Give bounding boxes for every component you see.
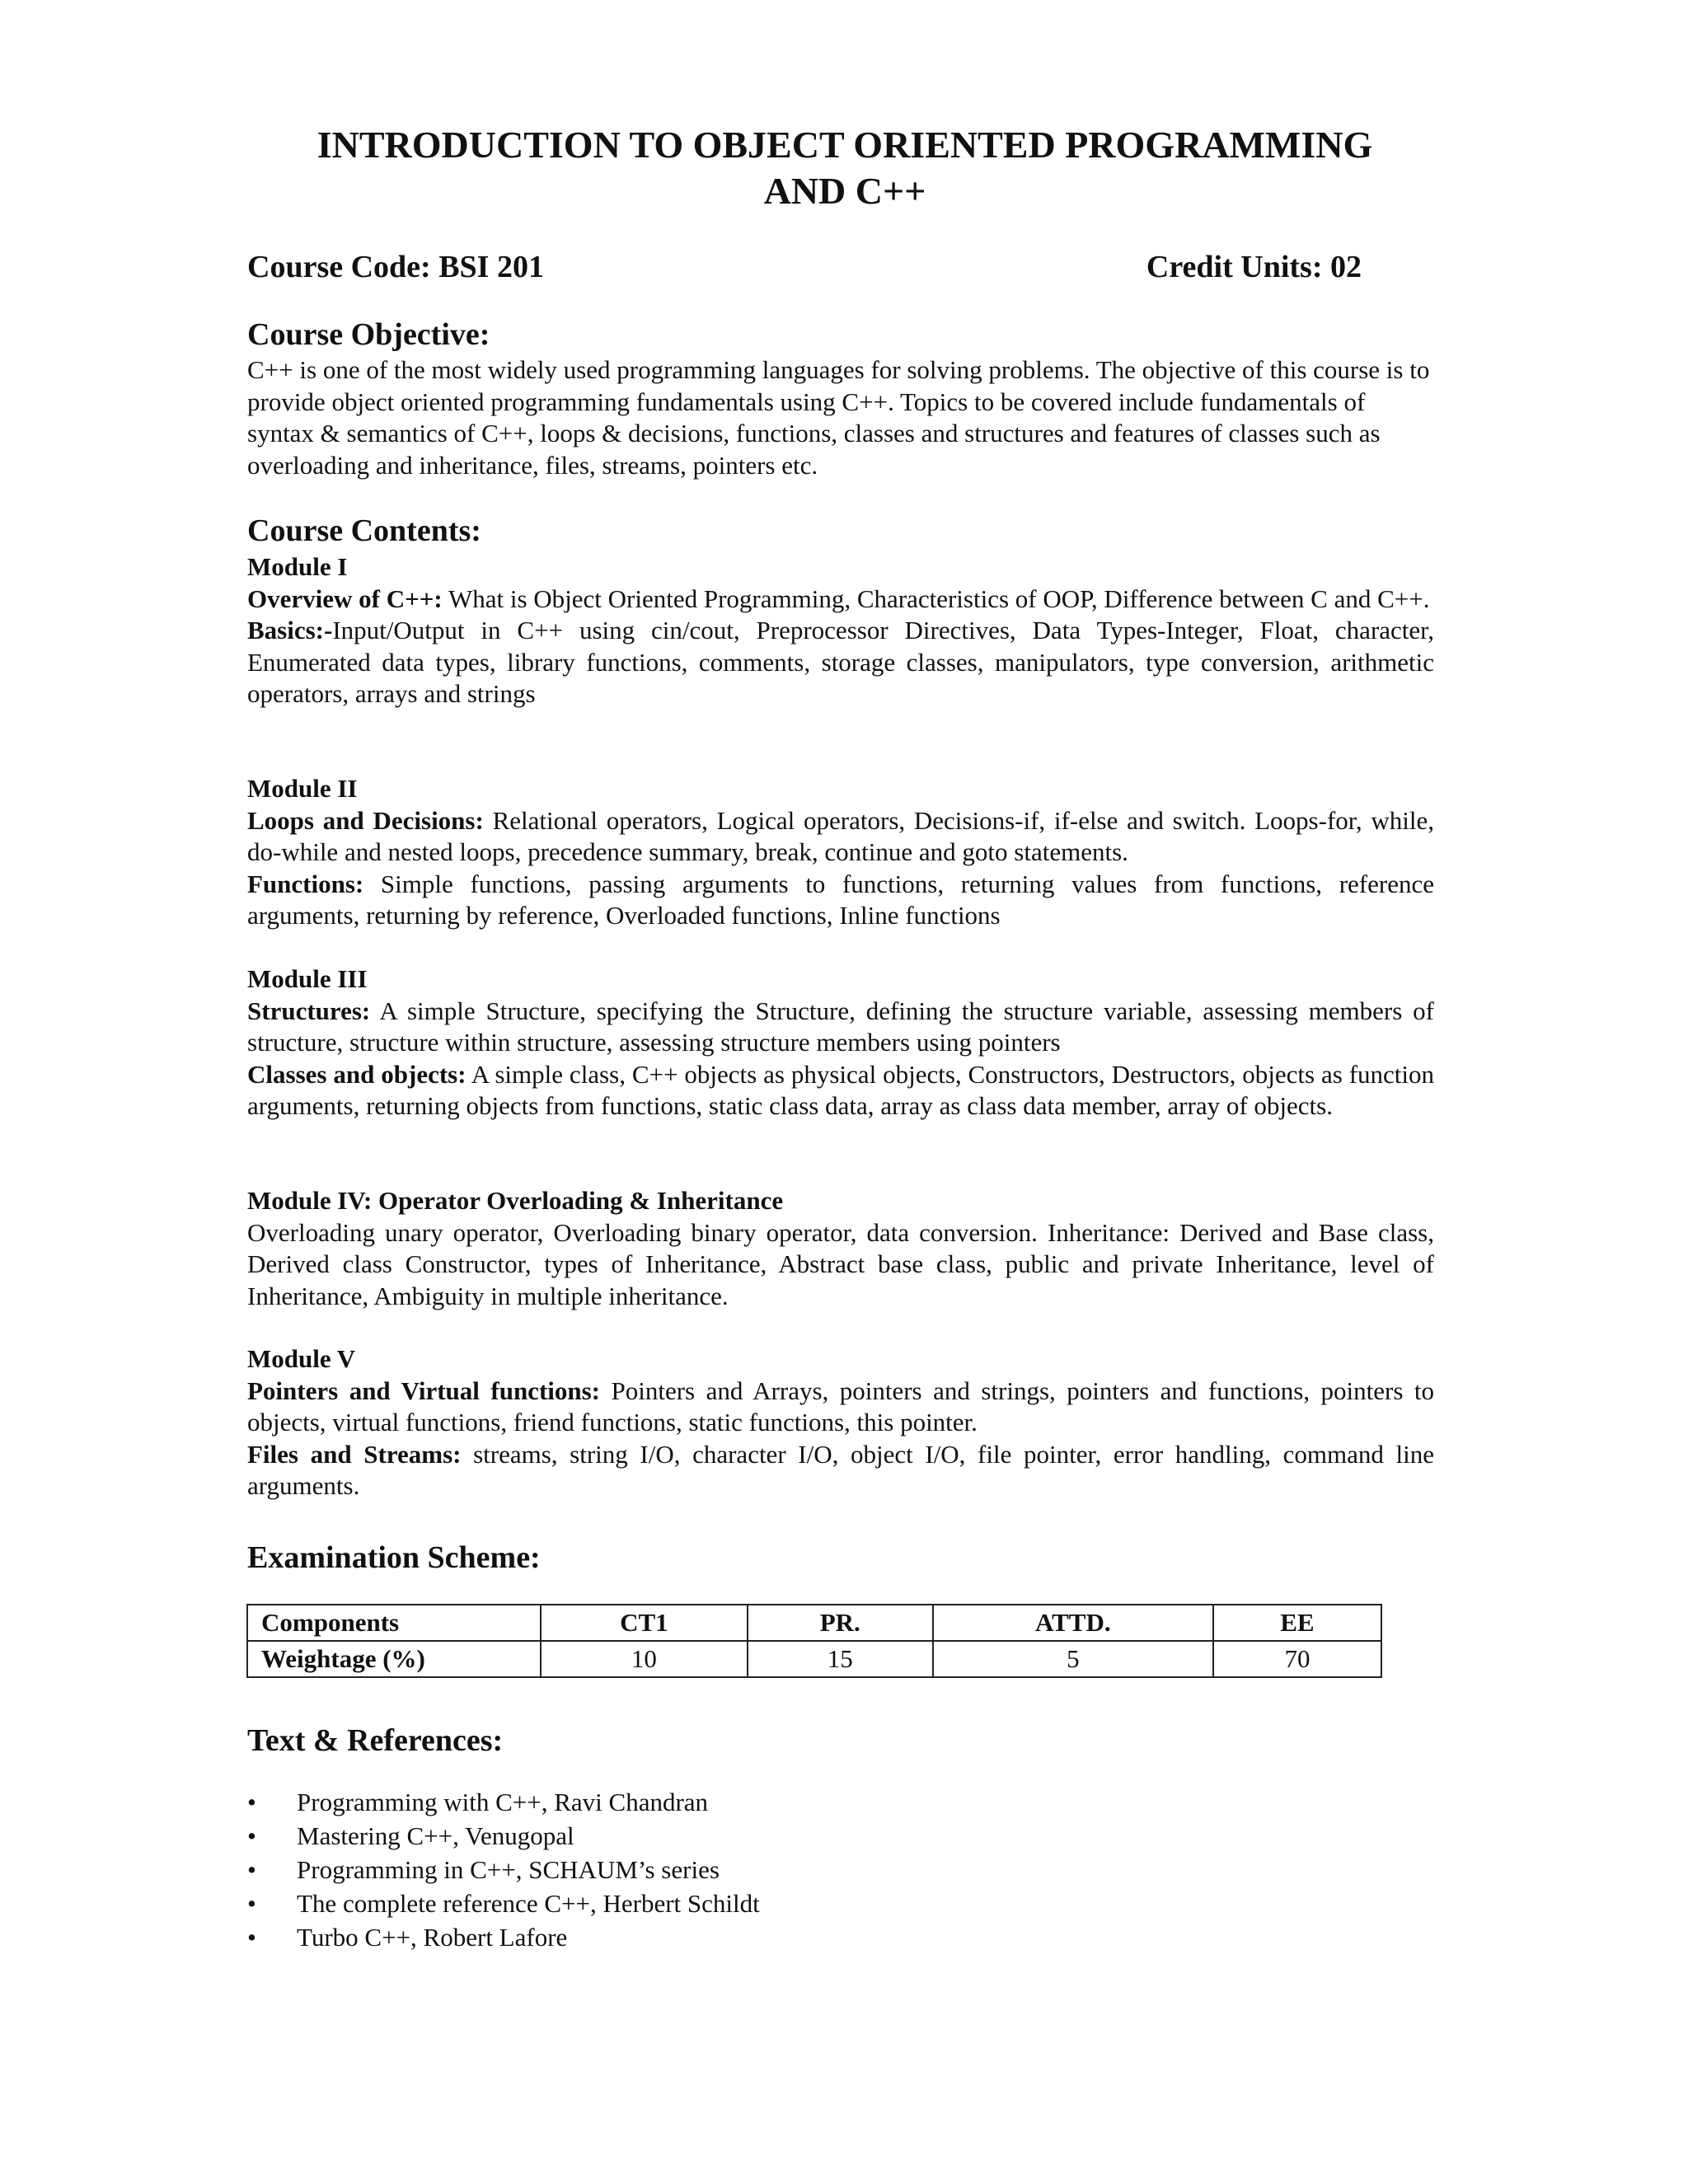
module-title: Module II bbox=[247, 774, 358, 803]
paragraph-text: streams, string I/O, character I/O, object I/O, file pointer, error handling, command line arguments. bbox=[247, 1439, 1434, 1500]
module-title: Module V bbox=[247, 1344, 356, 1373]
module-paragraph bbox=[247, 805, 1434, 869]
paragraph-text: Relational operators, Logical operators, Decisions-if, if-else and switch. Loops-for, while, do-while and nested loops, precedence summary, break, continue and goto statements. bbox=[247, 805, 1434, 866]
reference-text: Mastering C++, Venugopal bbox=[297, 1821, 574, 1850]
paragraph-text: Overloading unary operator, Overloading binary operator, data conversion. Inheritance: Derived and Base class, Derived class Constructor, types of Inheritance, Abstract base class, public and private Inheritance, level of Inheritance, Ambiguity in multiple inheritance. bbox=[247, 1217, 1434, 1310]
paragraph-label: Pointers and Virtual functions: bbox=[247, 1376, 601, 1405]
bullet-icon: • bbox=[247, 1923, 256, 1952]
module-paragraph bbox=[247, 1376, 1434, 1439]
exam-header-row bbox=[247, 1605, 1381, 1641]
module-3 bbox=[247, 963, 1434, 1122]
course-code-value: BSI 201 bbox=[438, 250, 544, 284]
course-code-row bbox=[247, 249, 1362, 285]
reference-text: Turbo C++, Robert Lafore bbox=[297, 1923, 568, 1952]
module-5 bbox=[247, 1343, 1434, 1502]
title-line-1: INTRODUCTION TO OBJECT ORIENTED PROGRAMMING bbox=[316, 124, 1373, 166]
paragraph-text: A simple class, C++ objects as physical objects, Constructors, Destructors, objects as function arguments, returning objects from functions, static class data, array as class data member, array of objects. bbox=[247, 1059, 1434, 1120]
course-code bbox=[247, 249, 544, 285]
module-paragraph bbox=[247, 615, 1434, 710]
paragraph-text: Simple functions, passing arguments to functions, returning values from functions, reference arguments, returning by reference, Overloaded functions, Inline functions bbox=[247, 869, 1434, 930]
module-title: Module I bbox=[247, 552, 348, 581]
module-paragraph bbox=[247, 1439, 1434, 1502]
module-title: Module III bbox=[247, 964, 368, 993]
contents-heading: Course Contents: bbox=[247, 513, 481, 548]
list-item bbox=[247, 1853, 760, 1886]
references-list bbox=[247, 1785, 760, 1954]
course-code-label: Course Code: bbox=[247, 250, 431, 284]
list-item bbox=[247, 1819, 760, 1853]
exam-cell: 5 bbox=[933, 1641, 1213, 1677]
list-item bbox=[247, 1785, 760, 1819]
module-4 bbox=[247, 1185, 1434, 1312]
bullet-icon: • bbox=[247, 1889, 256, 1918]
module-paragraph bbox=[247, 1217, 1434, 1313]
exam-heading: Examination Scheme: bbox=[247, 1540, 541, 1575]
paragraph-text: Pointers and Arrays, pointers and strings, pointers and functions, pointers to objects, virtual functions, friend functions, static functions, this pointer. bbox=[247, 1376, 1434, 1436]
module-2 bbox=[247, 773, 1434, 932]
paragraph-label: Files and Streams: bbox=[247, 1439, 462, 1469]
references-heading: Text & References: bbox=[247, 1723, 504, 1758]
objective-heading: Course Objective: bbox=[247, 317, 490, 352]
bullet-icon: • bbox=[247, 1821, 256, 1850]
exam-cell: Weightage (%) bbox=[247, 1641, 541, 1677]
module-paragraph bbox=[247, 1059, 1434, 1122]
exam-header-cell: Components bbox=[247, 1605, 541, 1641]
exam-cell: 10 bbox=[541, 1641, 748, 1677]
paragraph-label: Functions: bbox=[247, 869, 364, 898]
paragraph-label: Overview of C++: bbox=[247, 583, 443, 613]
exam-cell: 70 bbox=[1213, 1641, 1381, 1677]
paragraph-text: A simple Structure, specifying the Structure, defining the structure variable, assessing members of structure, structure within structure, assessing structure members using pointers bbox=[247, 996, 1434, 1057]
reference-text: Programming in C++, SCHAUM’s series bbox=[297, 1855, 720, 1884]
page-title bbox=[247, 122, 1442, 214]
paragraph-label: Structures: bbox=[247, 996, 371, 1025]
credit-units: Credit Units: 02 bbox=[1146, 250, 1362, 284]
exam-weightage-row bbox=[247, 1641, 1381, 1677]
reference-text: The complete reference C++, Herbert Schildt bbox=[297, 1889, 760, 1918]
exam-cell: 15 bbox=[748, 1641, 933, 1677]
reference-text: Programming with C++, Ravi Chandran bbox=[297, 1788, 709, 1816]
module-paragraph bbox=[247, 869, 1434, 932]
list-item bbox=[247, 1886, 760, 1920]
paragraph-label: Basics:- bbox=[247, 616, 333, 644]
module-paragraph bbox=[247, 583, 1434, 616]
paragraph-text: Input/Output in C++ using cin/cout, Preprocessor Directives, Data Types-Integer, Float, character, Enumerated data types, library functions, comments, storage classes, manipulators, type conversion, arithmetic operators, arrays and strings bbox=[247, 616, 1434, 708]
exam-table bbox=[246, 1604, 1382, 1678]
module-title: Module IV: Operator Overloading & Inheritance bbox=[247, 1186, 784, 1215]
bullet-icon: • bbox=[247, 1855, 256, 1884]
title-line-2: AND C++ bbox=[763, 170, 926, 212]
objective-text: C++ is one of the most widely used programming languages for solving problems. The objective of this course is to provide object oriented programming fundamentals using C++. Topics to be covered include fundamentals of syntax & semantics of C++, loops & decisions, functions, classes and structures and features of classes such as overloading and inheritance, files, streams, pointers etc. bbox=[247, 355, 1430, 480]
paragraph-label: Loops and Decisions: bbox=[247, 805, 484, 835]
module-paragraph bbox=[247, 996, 1434, 1059]
exam-header-cell: EE bbox=[1213, 1605, 1381, 1641]
paragraph-text: What is Object Oriented Programming, Characteristics of OOP, Difference between C and C++. bbox=[442, 583, 1430, 613]
list-item bbox=[247, 1920, 760, 1954]
bullet-icon: • bbox=[247, 1788, 256, 1816]
paragraph-label: Classes and objects: bbox=[247, 1059, 467, 1089]
exam-header-cell: CT1 bbox=[541, 1605, 748, 1641]
exam-header-cell: ATTD. bbox=[933, 1605, 1213, 1641]
exam-header-cell: PR. bbox=[748, 1605, 933, 1641]
module-1 bbox=[247, 551, 1434, 710]
